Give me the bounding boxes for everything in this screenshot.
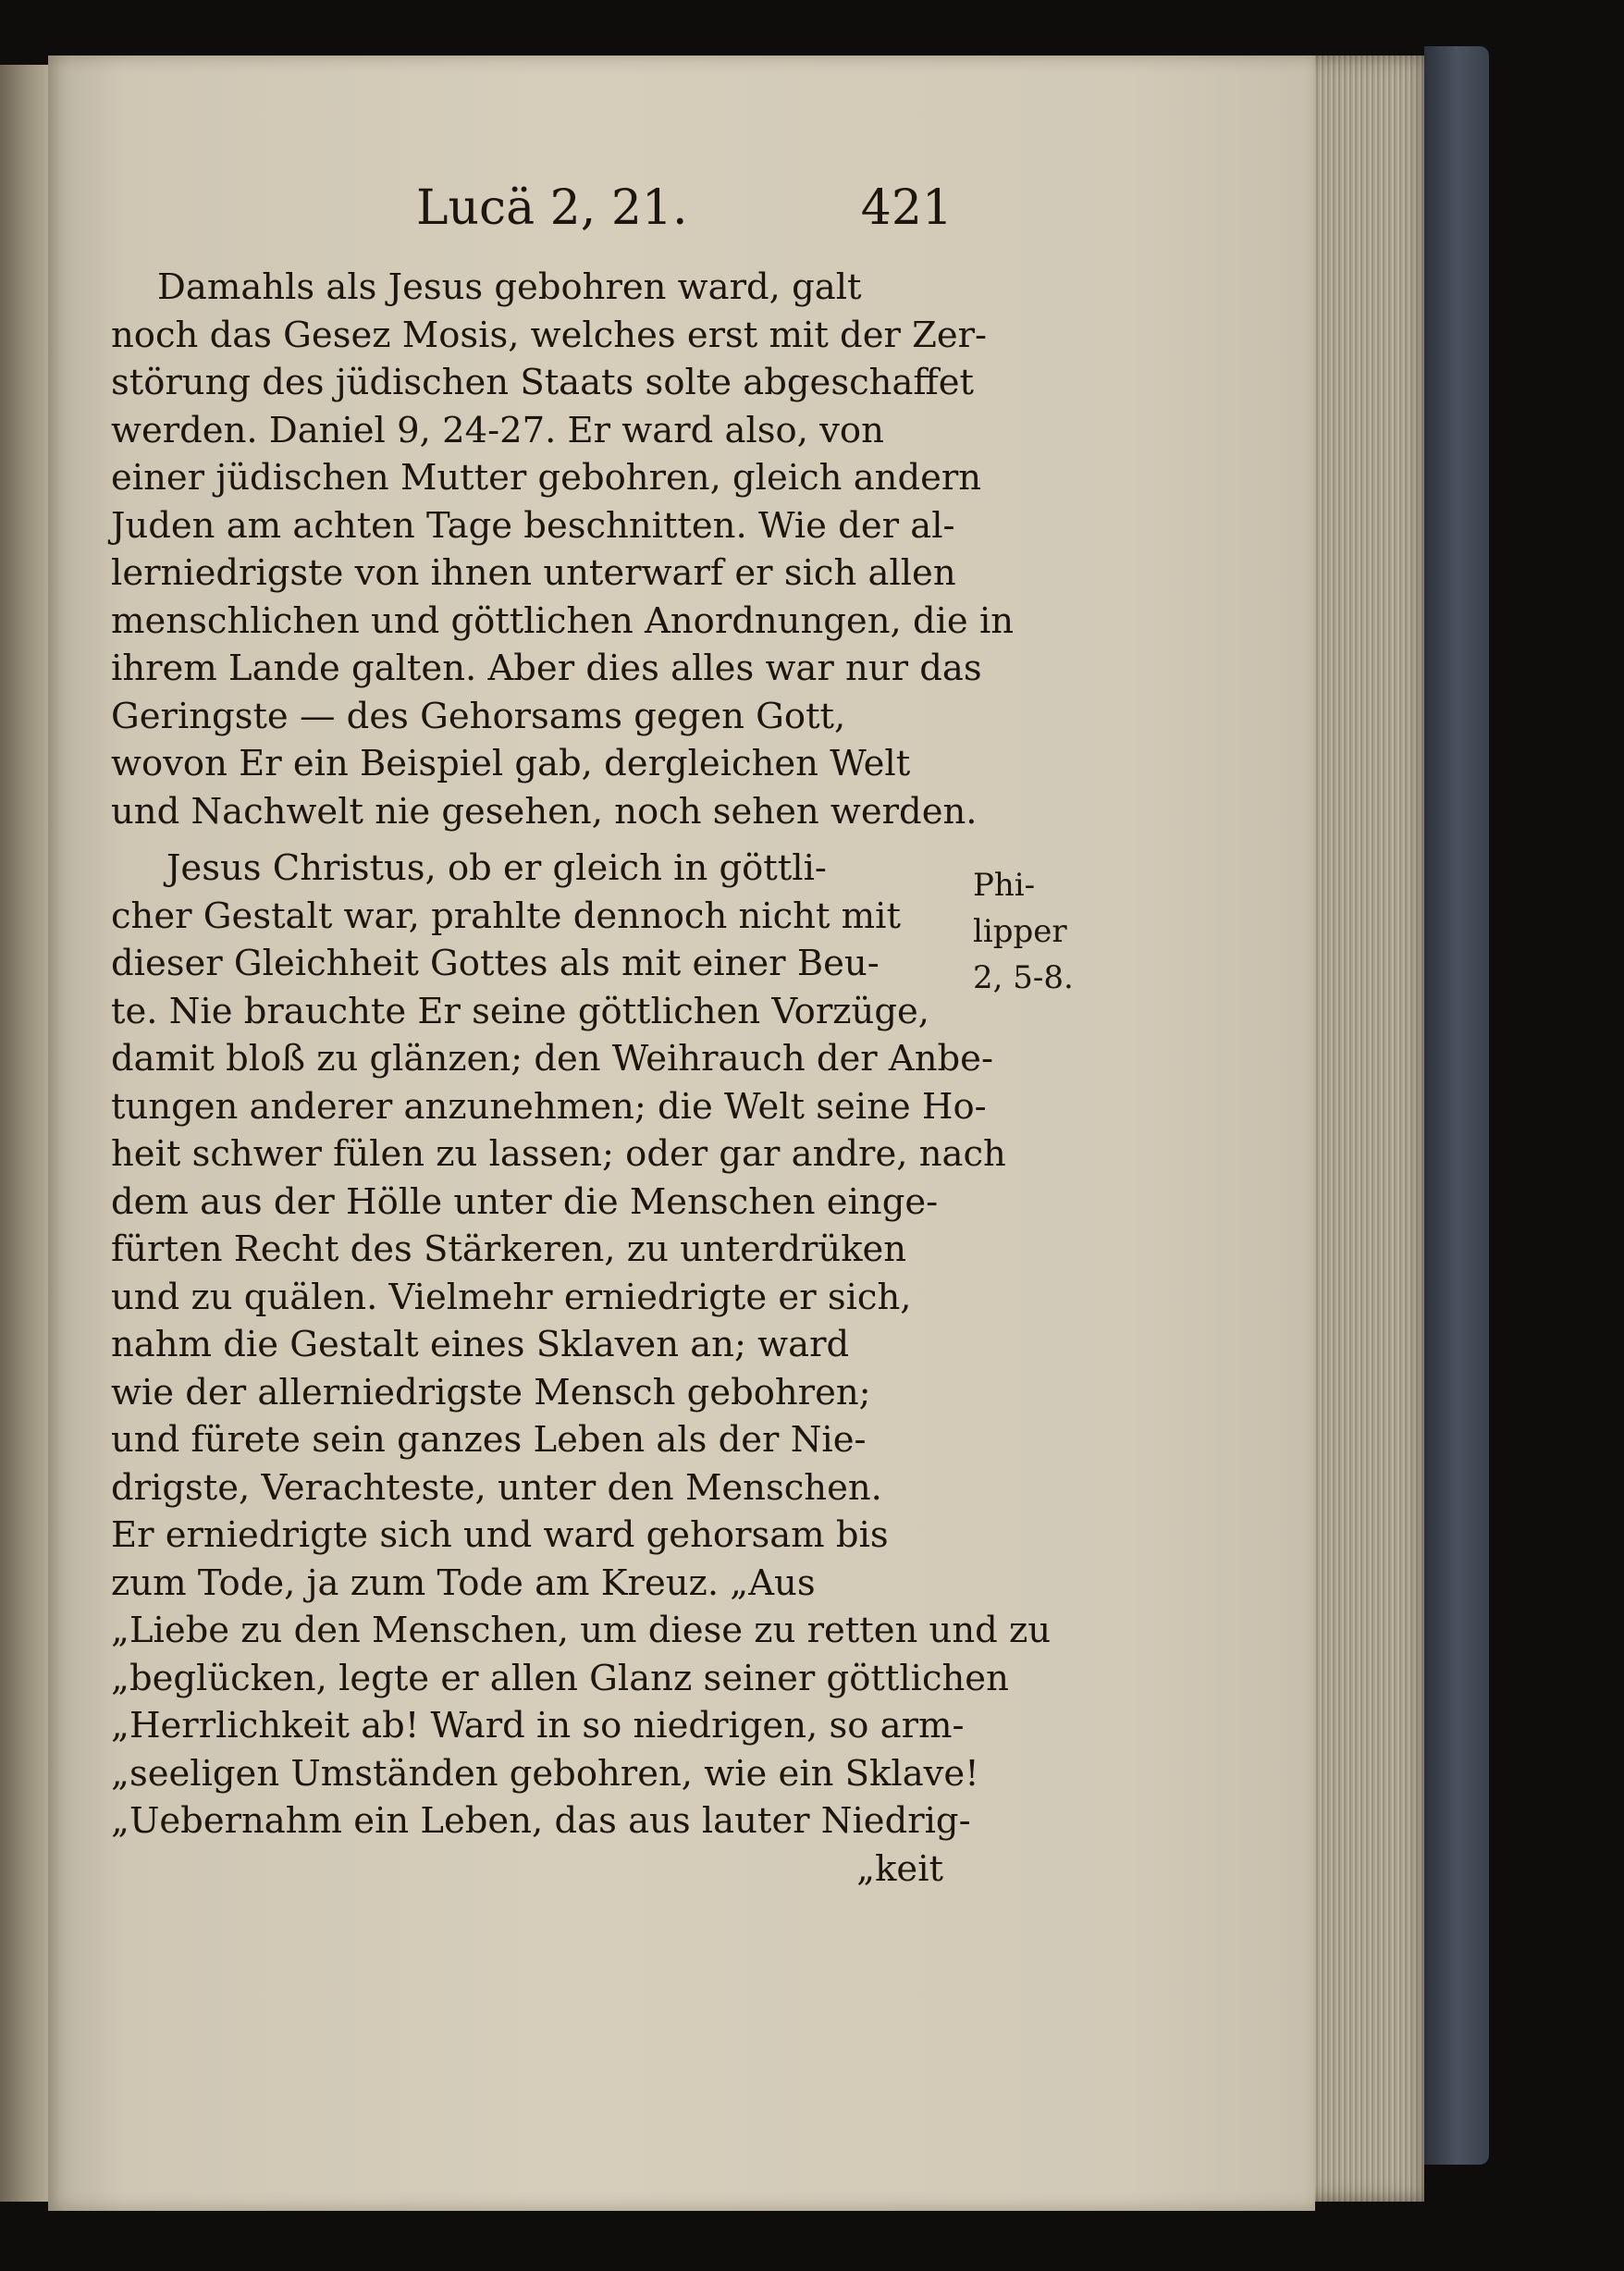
text-line: Damahls als Jesus gebohren ward, galt [157,266,862,308]
text-line: fürten Recht des Stärkeren, zu unterdrüken [111,1228,907,1270]
text-line: dieser Gleichheit Gottes als mit einer Beu- [111,943,880,984]
text-line: lerniedrigste von ihnen unterwarf er sich allen [111,552,956,594]
margin-note-line: lipper [973,913,1067,950]
text-line: te. Nie brauchte Er seine göttlichen Vorzüge, [111,990,929,1032]
text-line: und Nachwelt nie gesehen, noch sehen werden. [111,790,978,833]
text-line: Juden am achten Tage beschnitten. Wie der al- [111,504,955,547]
text-line: nahm die Gestalt eines Sklaven an; ward [111,1324,850,1365]
text-line: werden. Daniel 9, 24-27. Er ward also, von [111,409,884,451]
text-line: cher Gestalt war, prahlte dennoch nicht mit [111,895,901,937]
text-line: tungen anderer anzunehmen; die Welt seine Ho- [111,1085,987,1128]
text-line: und zu quälen. Vielmehr erniedrigte er sich, [111,1276,912,1318]
text-line: „Herrlichkeit ab! Ward in so niedrigen, so arm- [111,1705,965,1746]
text-line: und fürete sein ganzes Leben als der Nie- [111,1419,867,1461]
book-cover [1424,46,1489,2165]
margin-note-line: 2, 5-8. [973,959,1074,996]
text-line: dem aus der Hölle unter die Menschen einge- [111,1180,939,1223]
text-line: drigste, Verachteste, unter den Menschen. [111,1466,882,1509]
text-line: damit bloß zu glänzen; den Weihrauch der Anbe- [111,1038,993,1080]
text-line: Jesus Christus, ob er gleich in göttli- [166,847,827,889]
text-line: heit schwer fülen zu lassen; oder gar andre, nach [111,1133,1006,1175]
text-line: „beglücken, legte er allen Glanz seiner göttlichen [111,1657,1009,1699]
text-line: wie der allerniedrigste Mensch gebohren; [111,1371,871,1413]
text-line: „Liebe zu den Menschen, um diese zu retten und zu [111,1610,1052,1651]
text-line: noch das Gesez Mosis, welches erst mit der Zer- [111,314,988,356]
text-line: zum Tode, ja zum Tode am Kreuz. „Aus [111,1561,816,1604]
text-line: „seeligen Umständen gebohren, wie ein Sklave! [111,1752,979,1795]
margin-note [973,862,1102,1001]
catchword: „keit [856,1847,943,1890]
text-line: „Uebernahm ein Leben, das aus lauter Niedrig- [111,1800,971,1842]
page-number: 421 [860,180,953,236]
running-head: Lucä 2, 21. [416,180,688,236]
margin-note-line: Phi- [973,867,1036,904]
text-line: Er erniedrigte sich und ward gehorsam bis [111,1514,889,1556]
text-line: einer jüdischen Mutter gebohren, gleich andern [111,457,982,499]
page-header [139,180,953,245]
text-line: störung des jüdischen Staats solte abgeschaffet [111,362,975,403]
text-line: ihrem Lande galten. Aber dies alles war nur das [111,648,982,689]
text-line: menschlichen und göttlichen Anordnungen, die in [111,599,1015,642]
facing-page-edge [0,65,51,2202]
text-line: Geringste — des Gehorsams gegen Gott, [111,695,846,737]
text-line: wovon Er ein Beispiel gab, dergleichen Welt [111,743,911,784]
